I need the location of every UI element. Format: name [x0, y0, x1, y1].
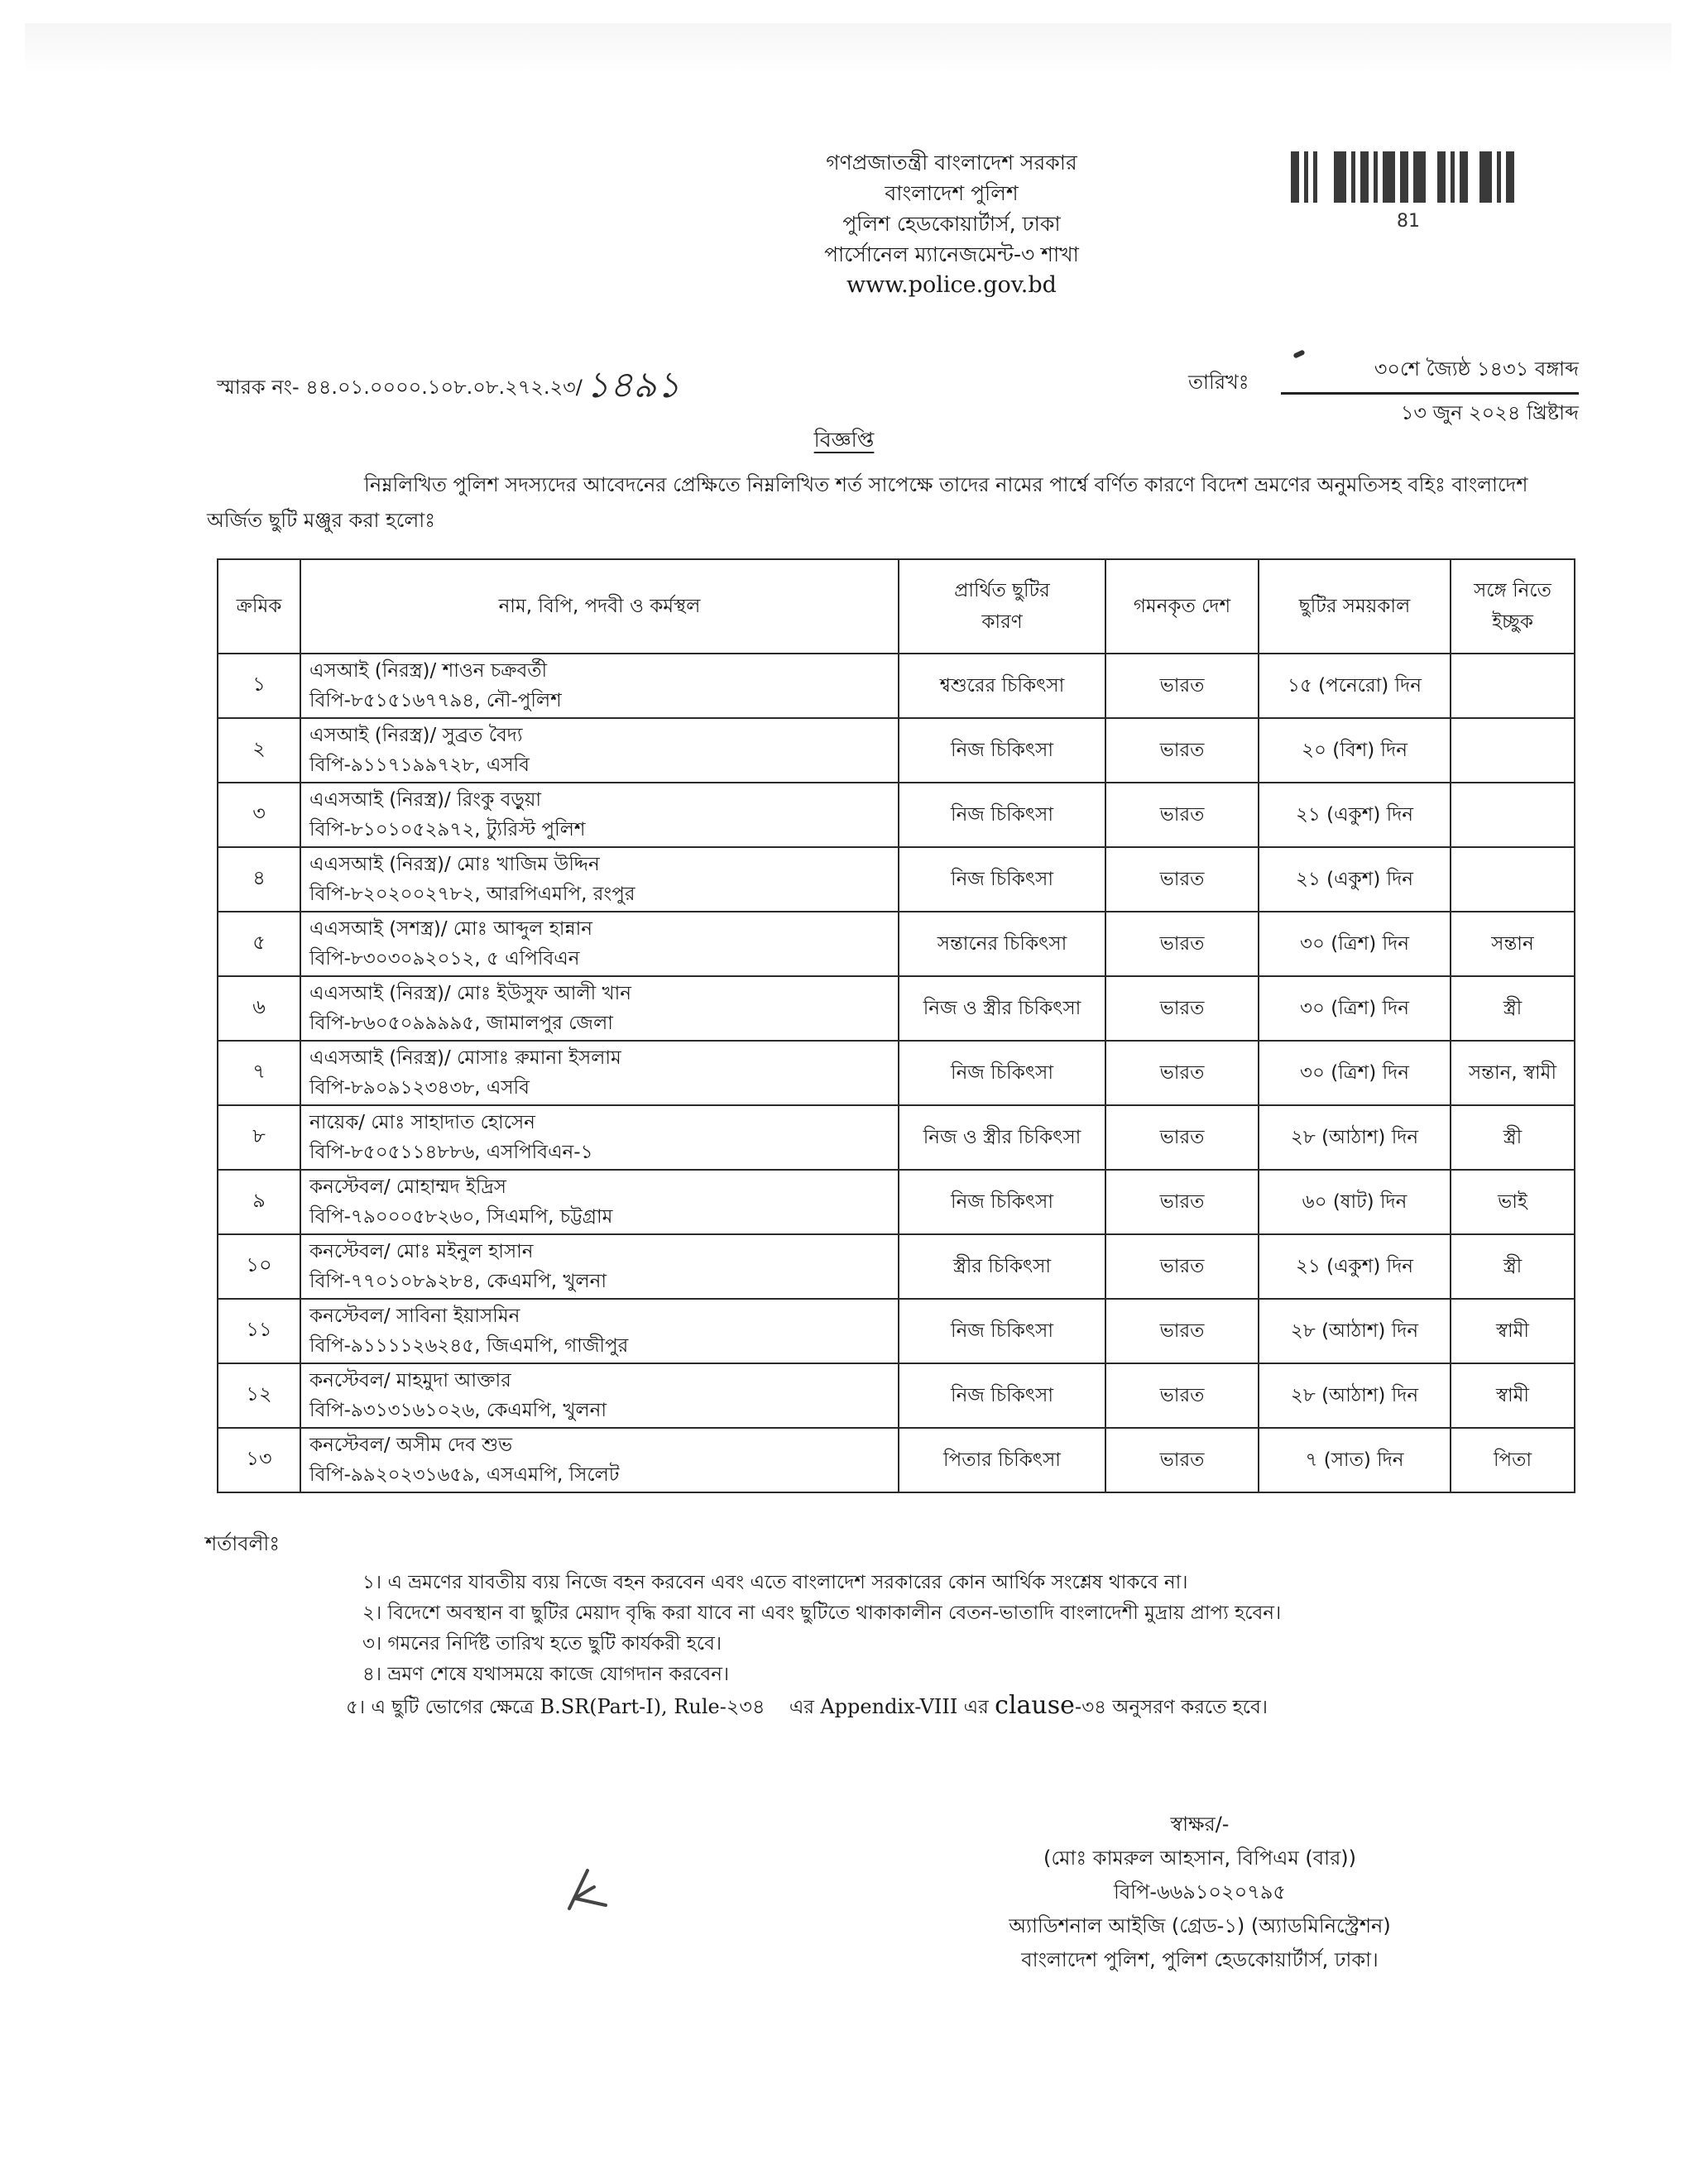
- date-gregorian: ১৩ জুন ২০২৪ খ্রিষ্টাব্দ: [1400, 401, 1579, 424]
- cell-companion: স্ত্রী: [1451, 1234, 1575, 1299]
- cell-country: ভারত: [1105, 783, 1259, 847]
- cell-reason: নিজ ও স্ত্রীর চিকিৎসা: [899, 976, 1105, 1041]
- cell-duration: ২৮ (আঠাশ) দিন: [1259, 1105, 1451, 1170]
- cell-country: ভারত: [1105, 1170, 1259, 1234]
- cell-country: ভারত: [1105, 718, 1259, 783]
- cell-country: ভারত: [1105, 1299, 1259, 1363]
- cell-reason: নিজ চিকিৎসা: [899, 1170, 1105, 1234]
- cell-companion: পিতা: [1451, 1428, 1575, 1492]
- table-row: [218, 654, 1575, 718]
- memo-handwritten-number: ১৪৯১: [585, 364, 681, 406]
- cell-name: [300, 847, 899, 912]
- cell-reason: নিজ চিকিৎসা: [899, 718, 1105, 783]
- condition-item: ৩। গমনের নির্দিষ্ট তারিখ হতে ছুটি কার্যকরী হবে।: [362, 1633, 722, 1655]
- table-row: [218, 1105, 1575, 1170]
- table-row: [218, 1170, 1575, 1234]
- scan-artifact-band: [25, 23, 1671, 73]
- cell-country: ভারত: [1105, 1428, 1259, 1492]
- cell-country: ভারত: [1105, 1234, 1259, 1299]
- cell-name: [300, 1363, 899, 1428]
- cell-duration: ৩০ (ত্রিশ) দিন: [1259, 976, 1451, 1041]
- cell-serial: ৩: [218, 783, 300, 847]
- notice-intro: নিম্নলিখিত পুলিশ সদস্যদের আবেদনের প্রেক্ষিতে নিম্নলিখিত শর্ত সাপেক্ষে তাদের নামের পার্শ্বে বর্ণিত কারণে বিদেশ ভ্রমণের অনুমতিসহ বহিঃ বাংলাদেশ অর্জিত ছুটি মঞ্জুর করা হলোঃ: [207, 473, 1528, 532]
- member-bp-posting: বিপি-৯১১৭১৯৯৭২৮, এসবি: [309, 754, 530, 776]
- website-link[interactable]: www.police.gov.bd: [846, 272, 1057, 298]
- conditions-heading: শর্তাবলীঃ: [205, 1532, 281, 1555]
- header-reason: প্রার্থিত ছুটির কারণ: [899, 559, 1105, 654]
- cell-country: ভারত: [1105, 1041, 1259, 1105]
- date-label: তারিখঃ: [1188, 371, 1249, 394]
- condition-item: ২। বিদেশে অবস্থান বা ছুটির মেয়াদ বৃদ্ধি করা যাবে না এবং ছুটিতে থাকাকালীন বেতন-ভাতাদি বাংলাদেশী মুদ্রায় প্রাপ্য হবেন।: [362, 1602, 1282, 1624]
- signatory-designation: অ্যাডিশনাল আইজি (গ্রেড-১) (অ্যাডমিনিস্ট্রেশন): [1009, 1914, 1391, 1937]
- memo-label: স্মারক নং- ৪৪.০১.০০০০.১০৮.০৮.২৭২.২৩/: [217, 376, 583, 399]
- header-country: গমনকৃত দেশ: [1105, 559, 1259, 654]
- cell-name: [300, 1299, 899, 1363]
- cell-companion: সন্তান: [1451, 912, 1575, 976]
- cell-duration: ২১ (একুশ) দিন: [1259, 847, 1451, 912]
- member-bp-posting: বিপি-৮১০১০৫২৯৭২, ট্যুরিস্ট পুলিশ: [309, 819, 586, 841]
- cell-name: [300, 654, 899, 718]
- cell-duration: ১৫ (পনেরো) দিন: [1259, 654, 1451, 718]
- table-row: [218, 976, 1575, 1041]
- cell-name: [300, 1170, 899, 1234]
- date-block: [1281, 354, 1579, 431]
- cell-serial: ৯: [218, 1170, 300, 1234]
- member-bp-posting: বিপি-৮৬০৫০৯৯৯৯৫, জামালপুর জেলা: [309, 1013, 613, 1034]
- cell-name: [300, 912, 899, 976]
- cell-companion: [1451, 783, 1575, 847]
- cell-serial: ১২: [218, 1363, 300, 1428]
- cell-companion: স্বামী: [1451, 1299, 1575, 1363]
- member-bp-posting: বিপি-৮৯০৯১২৩৪৩৮, এসবি: [309, 1077, 530, 1099]
- handwritten-initial-icon: [563, 1866, 621, 1915]
- condition-item: ৪। ভ্রমণ শেষে যথাসময়ে কাজে যোগদান করবেন।: [362, 1664, 730, 1685]
- conditions-list: [346, 1568, 1282, 1723]
- cell-duration: ৭ (সাত) দিন: [1259, 1428, 1451, 1492]
- branch-name: পার্সোনেল ম্যানেজমেন্ট-৩ শাখা: [824, 242, 1079, 266]
- letterhead: [728, 147, 1175, 300]
- cell-companion: [1451, 718, 1575, 783]
- table-row: [218, 912, 1575, 976]
- cell-serial: ১০: [218, 1234, 300, 1299]
- member-bp-posting: বিপি-৭৭০১০৮৯২৮৪, কেএমপি, খুলনা: [309, 1271, 607, 1292]
- condition-item: ৫। এ ছুটি ভোগের ক্ষেত্রে B.SR(Part-I), Rule-২৩৪ এর Appendix-VIII এর clause-৩৪ অনুসরণ করতে হবে।: [346, 1691, 1268, 1720]
- table-row: [218, 1299, 1575, 1363]
- cell-name: [300, 976, 899, 1041]
- cell-companion: [1451, 654, 1575, 718]
- cell-serial: ৬: [218, 976, 300, 1041]
- cell-serial: ৫: [218, 912, 300, 976]
- cell-serial: ১১: [218, 1299, 300, 1363]
- cell-country: ভারত: [1105, 1105, 1259, 1170]
- signatory-name: (মোঃ কামরুল আহসান, বিপিএম (বার)): [1043, 1846, 1357, 1870]
- cell-country: ভারত: [1105, 847, 1259, 912]
- cell-serial: ৪: [218, 847, 300, 912]
- table-row: [218, 1041, 1575, 1105]
- member-bp-posting: বিপি-৮৫০৫১১৪৮৮৬, এসপিবিএন-১: [309, 1142, 593, 1163]
- member-rank-name: এএসআই (নিরস্ত্র)/ রিংকু বড়ুয়া: [309, 789, 542, 811]
- cell-companion: ভাই: [1451, 1170, 1575, 1234]
- cell-duration: ২৮ (আঠাশ) দিন: [1259, 1299, 1451, 1363]
- cell-duration: ২১ (একুশ) দিন: [1259, 783, 1451, 847]
- barcode-icon: [1291, 151, 1547, 203]
- cell-companion: স্ত্রী: [1451, 976, 1575, 1041]
- member-bp-posting: বিপি-৯১১১১২৬২৪৫, জিএমপি, গাজীপুর: [309, 1335, 629, 1357]
- header-companion: সঙ্গে নিতে ইচ্ছুক: [1451, 559, 1575, 654]
- cell-duration: ৩০ (ত্রিশ) দিন: [1259, 1041, 1451, 1105]
- table-row: [218, 718, 1575, 783]
- table-row: [218, 1234, 1575, 1299]
- header-name: নাম, বিপি, পদবী ও কর্মস্থল: [300, 559, 899, 654]
- barcode-number: 81: [1397, 211, 1420, 232]
- condition-item: ১। এ ভ্রমণের যাবতীয় ব্যয় নিজে বহন করবেন এবং এতে বাংলাদেশ সরকারের কোন আর্থিক সংশ্লেষ থাকবে না।: [362, 1572, 1188, 1593]
- cell-serial: ১৩: [218, 1428, 300, 1492]
- member-bp-posting: বিপি-৮২০২০০২৭৮২, আরপিএমপি, রংপুর: [309, 884, 635, 905]
- date-bangla: ৩০শে জ্যৈষ্ঠ ১৪৩১ বঙ্গাব্দ: [1281, 354, 1579, 395]
- signatory-bp: বিপি-৬৬৯১০২০৭৯৫: [1114, 1880, 1286, 1904]
- cell-duration: ৬০ (ষাট) দিন: [1259, 1170, 1451, 1234]
- cell-name: [300, 1105, 899, 1170]
- member-bp-posting: বিপি-৯৯২০২৩১৬৫৯, এসএমপি, সিলেট: [309, 1464, 620, 1486]
- member-rank-name: এএসআই (নিরস্ত্র)/ মোঃ ইউসুফ আলী খান: [309, 983, 631, 1004]
- cell-duration: ২১ (একুশ) দিন: [1259, 1234, 1451, 1299]
- signed-label: স্বাক্ষর/-: [1170, 1813, 1230, 1836]
- member-bp-posting: বিপি-৮৩০৩০৯২০১২, ৫ এপিবিএন: [309, 948, 580, 970]
- cell-name: [300, 783, 899, 847]
- table-header-row: [218, 559, 1575, 654]
- cell-country: ভারত: [1105, 912, 1259, 976]
- cell-serial: ১: [218, 654, 300, 718]
- cell-companion: স্বামী: [1451, 1363, 1575, 1428]
- table-row: [218, 1428, 1575, 1492]
- cell-country: ভারত: [1105, 1363, 1259, 1428]
- table-row: [218, 783, 1575, 847]
- memo-number: [217, 357, 680, 418]
- office-name: পুলিশ হেডকোয়ার্টার্স, ঢাকা: [842, 212, 1061, 236]
- member-rank-name: কনস্টেবল/ মোহাম্মদ ইদ্রিস: [309, 1176, 506, 1198]
- cell-country: ভারত: [1105, 654, 1259, 718]
- cell-reason: স্ত্রীর চিকিৎসা: [899, 1234, 1105, 1299]
- cell-duration: ২০ (বিশ) দিন: [1259, 718, 1451, 783]
- cell-name: [300, 1041, 899, 1105]
- member-bp-posting: বিপি-৭৯০০০৫৮২৬০, সিএমপি, চট্টগ্রাম: [309, 1206, 613, 1228]
- cell-reason: পিতার চিকিৎসা: [899, 1428, 1105, 1492]
- organization-name: বাংলাদেশ পুলিশ: [885, 181, 1019, 205]
- member-rank-name: এএসআই (নিরস্ত্র)/ মোসাঃ রুমানা ইসলাম: [309, 1047, 621, 1069]
- member-rank-name: এসআই (নিরস্ত্র)/ শাওন চক্রবর্তী: [309, 660, 548, 682]
- cell-serial: ২: [218, 718, 300, 783]
- cell-reason: নিজ চিকিৎসা: [899, 1299, 1105, 1363]
- header-duration: ছুটির সময়কাল: [1259, 559, 1451, 654]
- cell-duration: ৩০ (ত্রিশ) দিন: [1259, 912, 1451, 976]
- cell-name: [300, 718, 899, 783]
- leave-table: [217, 558, 1575, 1493]
- cell-reason: নিজ চিকিৎসা: [899, 783, 1105, 847]
- member-rank-name: এসআই (নিরস্ত্র)/ সুব্রত বৈদ্য: [309, 725, 523, 746]
- cell-companion: [1451, 847, 1575, 912]
- cell-reason: নিজ চিকিৎসা: [899, 1041, 1105, 1105]
- header-serial: ক্রমিক: [218, 559, 300, 654]
- member-rank-name: কনস্টেবল/ অসীম দেব শুভ: [309, 1434, 513, 1456]
- cell-serial: ৮: [218, 1105, 300, 1170]
- cell-name: [300, 1234, 899, 1299]
- cell-name: [300, 1428, 899, 1492]
- cell-duration: ২৮ (আঠাশ) দিন: [1259, 1363, 1451, 1428]
- member-rank-name: নায়েক/ মোঃ সাহাদাত হোসেন: [309, 1112, 535, 1133]
- cell-reason: নিজ ও স্ত্রীর চিকিৎসা: [899, 1105, 1105, 1170]
- cell-serial: ৭: [218, 1041, 300, 1105]
- notice-title: বিজ্ঞপ্তি: [813, 428, 875, 452]
- member-rank-name: এএসআই (নিরস্ত্র)/ মোঃ খাজিম উদ্দিন: [309, 854, 600, 875]
- member-rank-name: কনস্টেবল/ মোঃ মইনুল হাসান: [309, 1241, 534, 1262]
- member-rank-name: কনস্টেবল/ সাবিনা ইয়াসমিন: [309, 1305, 520, 1327]
- cell-reason: নিজ চিকিৎসা: [899, 847, 1105, 912]
- member-bp-posting: বিপি-৮৫১৫১৬৭৭৯৪, নৌ-পুলিশ: [309, 690, 562, 711]
- cell-reason: নিজ চিকিৎসা: [899, 1363, 1105, 1428]
- government-name: গণপ্রজাতন্ত্রী বাংলাদেশ সরকার: [826, 151, 1077, 175]
- member-rank-name: এএসআই (সশস্ত্র)/ মোঃ আব্দুল হান্নান: [309, 918, 592, 940]
- cell-companion: স্ত্রী: [1451, 1105, 1575, 1170]
- member-bp-posting: বিপি-৯৩১৩১৬১০২৬, কেএমপি, খুলনা: [309, 1400, 607, 1421]
- cell-companion: সন্তান, স্বামী: [1451, 1041, 1575, 1105]
- cell-country: ভারত: [1105, 976, 1259, 1041]
- member-rank-name: কনস্টেবল/ মাহমুদা আক্তার: [309, 1370, 511, 1391]
- cell-reason: শ্বশুরের চিকিৎসা: [899, 654, 1105, 718]
- cell-reason: সন্তানের চিকিৎসা: [899, 912, 1105, 976]
- signature-block: [952, 1808, 1448, 1977]
- signatory-office: বাংলাদেশ পুলিশ, পুলিশ হেডকোয়ার্টার্স, ঢাকা।: [1021, 1948, 1379, 1971]
- table-row: [218, 847, 1575, 912]
- table-row: [218, 1363, 1575, 1428]
